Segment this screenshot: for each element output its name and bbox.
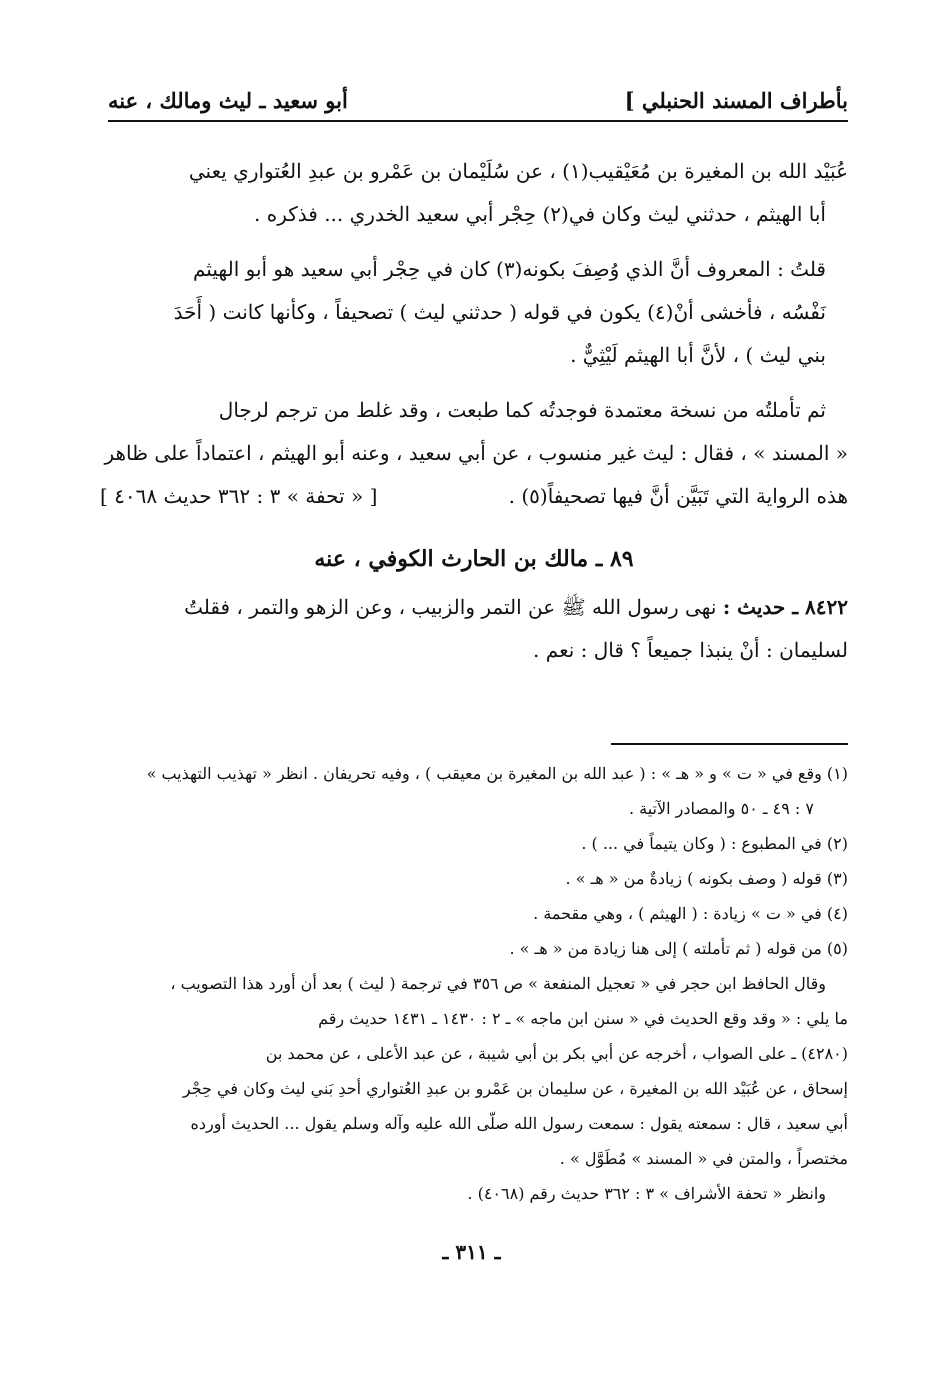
text-line [100,586,848,629]
hadith-entry [100,586,848,672]
footnote-5-text: مختصراً ، والمتن في « المسند » مُطَوَّل » . [559,1149,848,1168]
text-line: هذه الرواية التي تَبَيَّن أنَّ فيها تصحيفاً(٥) . [508,484,848,508]
hadith-number: ٨٤٢٢ ـ حديث : [722,595,848,619]
hadith-text: نهى رسول الله ﷺ عن التمر والزبيب ، وعن الزهو والتمر ، فقلتُ [184,595,717,619]
footnote-divider [611,743,848,745]
paragraph-1 [100,150,848,236]
footnote-2: (٢) في المطبوع : ( وكان يتيماً في ... ) . [581,834,848,853]
footnote-1: (١) وقع في « ت » و « هـ » : ( عبد الله بن المغيرة بن معيقب ) ، وفيه تحريفان . انظر « تهذيب التهذيب » [146,764,848,783]
footnote-5: (٥) من قوله ( ثم تأملته ) إلى هنا زيادة من « هـ » . [509,939,848,958]
paragraph-2 [100,248,848,377]
footnote-1-continued: ٧ : ٤٩ ـ ٥٠ والمصادر الآتية . [628,799,814,818]
main-text [100,150,848,672]
page-number: ـ ٣١١ ـ [442,1240,501,1264]
paragraph-3 [100,389,848,518]
header-rule [108,120,848,122]
text-line: ثم تأملتُه من نسخة معتمدة فوجدتُه كما طبعت ، وقد غلط من ترجم لرجال [218,398,826,422]
section-heading: ٨٩ ـ مالك بن الحارث الكوفي ، عنه [314,546,634,572]
text-line: لسليمان : أنْ ينبذا جميعاً ؟ قال : نعم . [533,638,848,662]
text-line-with-citation [100,475,848,518]
text-line: « المسند » ، فقال : ليث غير منسوب ، عن أبي سعيد ، وعنه أبو الهيثم ، اعتماداً على ظاهر [104,441,848,465]
footnote-4: (٤) في « ت » زيادة : ( الهيثم ) ، وهي مقحمة . [533,904,848,923]
footnote-5-text: أبي سعيد ، قال : سمعته يقول : سمعت رسول الله صلّى الله عليه وآله وسلم يقول ... الحديث أورده [190,1114,848,1133]
footnote-5-text: وانظر « تحفة الأشراف » ٣ : ٣٦٢ حديث رقم (٤٠٦٨) . [467,1184,826,1203]
citation-reference: [ « تحفة » ٣ : ٣٦٢ حديث ٤٠٦٨ ] [100,484,378,508]
footnote-5-text: وقال الحافظ ابن حجر في « تعجيل المنفعة » ص ٣٥٦ في ترجمة ( ليث ) بعد أن أورد هذا التصويب ، [170,974,826,993]
footnote-5-text: ما يلي : « وقد وقع الحديث في « سنن ابن ماجه » ـ ٢ : ١٤٣٠ ـ ١٤٣١ حديث رقم [318,1009,848,1028]
running-header [108,82,848,122]
text-line: عُبَيْد الله بن المغيرة بن مُعَيْقيب(١) ، عن سُلَيْمان بن عَمْرو بن عبدِ العُتواري يعني [188,159,848,183]
footnotes [100,756,848,1211]
header-book-title: بأطراف المسند الحنبلي ] [624,88,848,113]
header-section-title: أبو سعيد ـ ليث ومالك ، عنه [108,88,348,113]
text-line: نَفْسُه ، فأخشى أنْ(٤) يكون في قوله ( حدثني ليث ) تصحيفاً ، وكأنها كانت ( أَحَدَ [173,300,826,324]
text-line: قلتُ : المعروف أنَّ الذي وُصِفَ بكونه(٣) كان في حِجْر أبي سعيد هو أبو الهيثم [193,257,826,281]
text-line: أبا الهيثم ، حدثني ليث وكان في(٢) حِجْر أبي سعيد الخدري ... فذكره . [254,202,826,226]
footnote-5-text: إسحاق ، عن عُبَيْد الله بن المغيرة ، عن سليمان بن عَمْرو بن عبدِ العُتواري أحدِ بَني ليث وكان في حِجْر [182,1079,848,1098]
footnote-5-text: (٤٢٨٠) ـ على الصواب ، أخرجه عن أبي بكر بن أبي شيبة ، عن عبد الأعلى ، عن محمد بن [265,1044,848,1063]
footnote-3: (٣) قوله ( وصف بكونه ) زيادةٌ من « هـ » . [565,869,848,888]
text-line: بني ليث ) ، لأنَّ أبا الهيثم لَيْثِيٌّ . [570,343,826,367]
